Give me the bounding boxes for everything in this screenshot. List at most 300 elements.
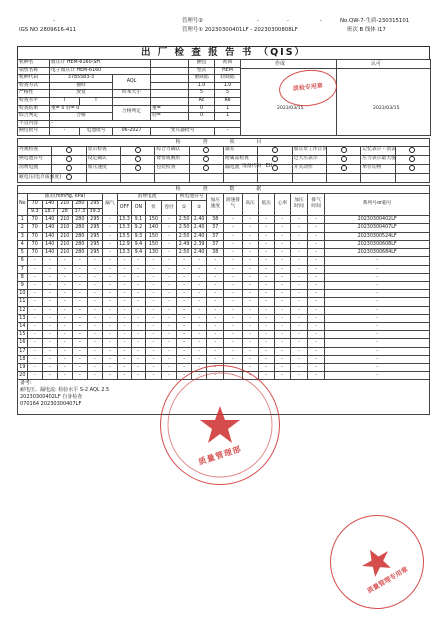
data-cell: 11 — [19, 299, 26, 305]
data-cell: - — [192, 290, 207, 298]
circle-icon — [66, 147, 72, 153]
data-cell: - — [162, 273, 177, 281]
data-cell: - — [42, 339, 57, 347]
data-cell: - — [87, 363, 102, 371]
data-cell: - — [145, 273, 161, 281]
data-cell: - — [192, 372, 207, 380]
data-cell: 70 — [27, 232, 42, 240]
shift-line: 班次 B 线体 I17 — [347, 27, 386, 33]
strict-value: 放宽 — [50, 90, 113, 98]
aql-label: AQL — [113, 75, 151, 90]
check-item-label — [155, 173, 189, 182]
approved-date: 2023/03/15 — [373, 106, 400, 111]
data-cell: - — [308, 265, 325, 273]
data-cell: - — [224, 314, 242, 322]
data-cell: - — [145, 306, 161, 314]
data-cell: - — [258, 314, 274, 322]
data-cell: - — [27, 298, 42, 306]
circle-icon — [341, 165, 347, 171]
data-cell: - — [87, 322, 102, 330]
data-cell: - — [224, 290, 242, 298]
data-title: 检 查 数 据 — [18, 185, 430, 193]
data-cell: - — [145, 257, 161, 265]
table-row — [18, 347, 430, 355]
data-cell: - — [258, 355, 274, 363]
table-row — [18, 306, 430, 314]
data-cell: - — [57, 257, 72, 265]
data-cell: 9.2 — [131, 224, 145, 232]
data-cell: - — [162, 290, 177, 298]
data-cell: - — [102, 273, 117, 281]
data-cell: - — [145, 339, 161, 347]
table-row — [18, 290, 430, 298]
data-cell: - — [57, 339, 72, 347]
data-cell: - — [102, 224, 117, 232]
data-cell: - — [27, 281, 42, 289]
data-cell: - — [27, 314, 42, 322]
data-cell: 295 — [87, 240, 102, 248]
light-eq: 轻= — [151, 113, 189, 121]
data-cell: - — [207, 363, 224, 371]
data-cell: - — [192, 298, 207, 306]
data-cell: - — [242, 224, 258, 232]
data-cell: - — [102, 265, 117, 273]
data-cell: - — [207, 347, 224, 355]
data-cell: - — [290, 363, 307, 371]
data-cell: - — [290, 290, 307, 298]
data-cell: - — [72, 290, 87, 298]
data-cell: - — [102, 372, 117, 380]
data-cell: 2.50 — [177, 216, 192, 224]
check-result-circle — [120, 164, 154, 173]
data-cell: - — [192, 339, 207, 347]
data-cell: 9 — [18, 281, 28, 289]
data-cell: - — [87, 257, 102, 265]
data-cell: - — [308, 290, 325, 298]
approval-box — [241, 60, 431, 136]
data-cell: - — [207, 339, 224, 347]
data-cell: - — [258, 298, 274, 306]
data-cell: 2.40 — [192, 216, 207, 224]
data-cell: 140 — [42, 216, 57, 224]
data-cell: - — [242, 281, 258, 289]
data-cell: 2.40 — [192, 224, 207, 232]
data-cell: - — [177, 290, 192, 298]
data-cell: 295 — [87, 224, 102, 232]
data-cell: - — [224, 363, 242, 371]
data-cell: - — [192, 265, 207, 273]
col-k4: 37.3 — [72, 208, 87, 216]
pass-judge-label: 合格判定 — [113, 105, 151, 120]
data-cell: 9.4 — [131, 249, 145, 257]
check-item-label: 漏电流 — [223, 164, 257, 173]
data-cell: - — [27, 363, 42, 371]
col-k3: 28 — [57, 208, 72, 216]
data-cell: - — [290, 331, 307, 339]
table-row — [18, 216, 430, 224]
serial-cell: - — [325, 298, 430, 306]
data-cell: - — [290, 314, 307, 322]
data-cell: - — [258, 331, 274, 339]
col-current: 消费电流 — [117, 193, 176, 201]
data-cell: - — [242, 355, 258, 363]
data-cell: 17 — [19, 348, 26, 354]
data-cell: - — [87, 306, 102, 314]
circle-icon — [66, 165, 72, 171]
col-k1: 9.3 — [27, 208, 42, 216]
data-cell: 150 — [145, 232, 161, 240]
check-result-circle — [326, 164, 360, 173]
data-cell: - — [224, 232, 242, 240]
data-cell: - — [258, 257, 274, 265]
data-cell: - — [192, 363, 207, 371]
data-cell: - — [224, 331, 242, 339]
inspection-data-table — [17, 185, 430, 380]
circle-icon — [272, 156, 278, 162]
data-cell: - — [274, 322, 290, 330]
data-cell: - — [102, 240, 117, 248]
check-item-label: 单位切换 — [361, 164, 395, 173]
data-cell: - — [131, 281, 145, 289]
col-p2: 140 — [42, 201, 57, 209]
col-pump: 泵 — [145, 201, 161, 216]
data-cell: - — [117, 306, 131, 314]
data-cell: - — [192, 331, 207, 339]
qc-seal-stamp: 质检专用章 — [277, 67, 338, 109]
data-cell: - — [102, 339, 117, 347]
data-cell: - — [57, 355, 72, 363]
data-cell: 13.5 — [119, 233, 130, 239]
check-result-circle — [120, 146, 154, 155]
data-cell: - — [290, 339, 307, 347]
heavy-eq: 重= — [151, 105, 189, 113]
data-cell: - — [42, 265, 57, 273]
circle-icon — [272, 147, 278, 153]
data-cell: - — [290, 240, 307, 248]
data-cell: 140 — [42, 240, 57, 248]
heavy-defect-label: 重缺陷 — [189, 75, 215, 83]
col-on: ON — [131, 201, 145, 216]
data-cell: 37 — [207, 240, 224, 248]
data-cell: 9.1 — [131, 216, 145, 224]
data-cell: - — [131, 314, 145, 322]
data-cell: 14 — [19, 323, 26, 329]
data-cell: - — [87, 355, 102, 363]
data-cell: - — [102, 314, 117, 322]
data-cell: - — [145, 331, 161, 339]
data-cell: - — [102, 281, 117, 289]
data-cell: - — [274, 355, 290, 363]
data-cell: - — [117, 322, 131, 330]
data-cell: - — [177, 363, 192, 371]
data-cell: - — [162, 224, 177, 232]
data-cell: - — [102, 232, 117, 240]
data-cell: - — [242, 290, 258, 298]
data-cell: - — [117, 290, 131, 298]
check-items-row — [18, 164, 430, 173]
data-cell: - — [131, 290, 145, 298]
table-row — [18, 249, 430, 257]
data-cell: - — [308, 273, 325, 281]
data-cell: - — [102, 363, 117, 371]
data-cell: - — [274, 290, 290, 298]
data-cell: - — [57, 314, 72, 322]
check-result-circle — [120, 173, 154, 182]
data-cell: - — [177, 265, 192, 273]
data-cell: - — [308, 355, 325, 363]
data-cell: 2.39 — [192, 240, 207, 248]
data-cell: - — [242, 216, 258, 224]
data-cell: 280 — [72, 216, 87, 224]
col-pressure: 器差(mmHg, kPa) — [27, 193, 102, 201]
light-re: 1 — [215, 113, 241, 121]
data-cell: - — [177, 322, 192, 330]
data-cell: - — [42, 257, 57, 265]
data-cell: 37 — [207, 232, 224, 240]
data-cell: - — [87, 281, 102, 289]
management-no-2-dash-c: - — [320, 18, 322, 24]
data-cell: - — [224, 355, 242, 363]
data-cell: 210 — [57, 224, 72, 232]
data-cell: - — [177, 298, 192, 306]
data-cell: - — [308, 372, 325, 380]
data-cell: 4 — [18, 240, 28, 248]
data-cell: - — [27, 265, 42, 273]
check-result-circle — [258, 173, 292, 182]
serial-cell: 20230300407LF — [325, 224, 430, 232]
data-cell: - — [274, 224, 290, 232]
check-result-circle — [395, 146, 429, 155]
check-item-label: 压力表示最大值 — [361, 155, 395, 164]
data-cell: 8 — [18, 273, 28, 281]
data-cell: 295 — [87, 216, 102, 224]
data-cell: 2.50 — [177, 232, 192, 240]
data-cell: - — [274, 306, 290, 314]
serial-cell: - — [325, 331, 430, 339]
data-cell: 13 — [19, 315, 26, 321]
data-cell: - — [224, 372, 242, 380]
data-cell: 210 — [57, 216, 72, 224]
igs-number: IGS NO 2809616-411 — [19, 27, 77, 33]
package-value: 初回 — [215, 60, 241, 68]
serial-cell: - — [325, 273, 430, 281]
data-cell: - — [162, 363, 177, 371]
data-cell: - — [258, 249, 274, 257]
data-cell: - — [131, 273, 145, 281]
data-cell: - — [258, 232, 274, 240]
check-item-label: 设定确认 — [86, 155, 120, 164]
notes-line-1: 耐电压、漏电流: 检验水平 S-2 AQL 2.5 — [20, 387, 110, 394]
check-result-circle — [189, 173, 223, 182]
check-item-label: 包装检查 — [155, 164, 189, 173]
col-ptime: 加压时间 — [290, 193, 307, 216]
check-items-title: 检 查 项 目 — [18, 138, 430, 146]
data-cell: - — [72, 339, 87, 347]
data-cell: - — [72, 273, 87, 281]
data-cell: - — [42, 322, 57, 330]
light-defect-label: 轻缺陷 — [215, 75, 241, 83]
data-cell: - — [57, 290, 72, 298]
data-cell: - — [72, 355, 87, 363]
table-row — [18, 331, 430, 339]
data-cell: - — [242, 232, 258, 240]
data-cell: - — [207, 322, 224, 330]
data-cell: - — [87, 265, 102, 273]
data-cell: 130 — [145, 249, 161, 257]
data-cell: - — [117, 273, 131, 281]
data-cell: 140 — [42, 232, 57, 240]
data-cell: - — [72, 281, 87, 289]
data-cell: - — [131, 355, 145, 363]
report-page — [17, 18, 430, 415]
data-cell: - — [177, 372, 192, 380]
data-cell: - — [162, 372, 177, 380]
report-header — [17, 18, 430, 46]
data-cell: - — [274, 347, 290, 355]
data-cell: - — [131, 265, 145, 273]
data-cell: - — [42, 290, 57, 298]
serial-cell: - — [325, 257, 430, 265]
data-cell: - — [207, 298, 224, 306]
check-item-label: 加压速度 — [86, 164, 120, 173]
data-cell: - — [162, 306, 177, 314]
data-cell: - — [224, 216, 242, 224]
check-item-label: 换电池符号 — [18, 155, 52, 164]
data-cell: - — [308, 363, 325, 371]
data-cell: - — [27, 355, 42, 363]
data-cell: - — [224, 240, 242, 248]
data-cell: - — [258, 306, 274, 314]
quality-dept-stamp: 质量管理部 — [160, 365, 280, 485]
data-cell: - — [242, 265, 258, 273]
data-cell: 2.49 — [177, 240, 192, 248]
data-cell: 38 — [207, 216, 224, 224]
col-low: 低压 — [258, 193, 274, 216]
table-row — [18, 232, 430, 240]
data-cell: - — [27, 347, 42, 355]
data-cell: - — [117, 331, 131, 339]
data-cell: - — [145, 265, 161, 273]
circle-icon — [409, 156, 415, 162]
data-cell: - — [290, 306, 307, 314]
check-item-label: 显示检查 — [86, 146, 120, 155]
data-cell: - — [145, 372, 161, 380]
data-cell: - — [117, 363, 131, 371]
code-label: 机种代码 — [18, 75, 50, 83]
data-cell: 12.9 — [119, 241, 130, 247]
data-cell: - — [72, 331, 87, 339]
management-no-1: 管理号① 20230300401LF - 20230300808LF — [182, 27, 298, 33]
data-cell: - — [177, 314, 192, 322]
data-cell: 280 — [72, 240, 87, 248]
sale-label: 销售名称 — [18, 67, 50, 75]
data-cell: - — [57, 281, 72, 289]
col-etime: 排气时间 — [308, 193, 325, 216]
data-cell: - — [57, 306, 72, 314]
data-cell: 18 — [19, 356, 26, 362]
data-cell: 37 — [207, 224, 224, 232]
data-cell: - — [117, 347, 131, 355]
data-cell: 12 — [19, 307, 26, 313]
data-cell: - — [224, 306, 242, 314]
serial-cell: 20230300608LF — [325, 240, 430, 248]
data-cell: - — [258, 363, 274, 371]
type-label: 型式 — [189, 67, 215, 75]
data-cell: - — [102, 355, 117, 363]
data-cell: - — [207, 281, 224, 289]
data-cell: - — [258, 290, 274, 298]
data-cell: - — [290, 265, 307, 273]
data-cell: - — [162, 281, 177, 289]
data-cell: - — [308, 306, 325, 314]
data-cell: - — [308, 314, 325, 322]
data-cell: - — [87, 372, 102, 380]
data-cell: 7 — [18, 265, 28, 273]
check-item-label: 耐电压(电介质强度) — [18, 173, 52, 182]
col-k2: 18.7 — [42, 208, 57, 216]
data-cell: - — [308, 281, 325, 289]
data-cell: - — [207, 331, 224, 339]
check-result-circle — [258, 146, 292, 155]
data-cell: - — [290, 355, 307, 363]
bad-content-label: 不良内容 — [18, 120, 50, 128]
data-cell: - — [57, 331, 72, 339]
data-cell: - — [177, 339, 192, 347]
data-cell: 5 — [18, 249, 28, 257]
data-cell: - — [274, 249, 290, 257]
data-cell: - — [274, 314, 290, 322]
check-result-circle — [189, 146, 223, 155]
circle-icon — [203, 156, 209, 162]
serial-cell: - — [325, 290, 430, 298]
data-cell: - — [177, 281, 192, 289]
notes-line-2: 20230300402LF 自身检查 — [20, 394, 83, 401]
data-cell: - — [42, 273, 57, 281]
check-result-circle — [326, 146, 360, 155]
check-result-circle — [189, 164, 223, 173]
data-cell: - — [207, 290, 224, 298]
serial-cell: 20230300524LF — [325, 232, 430, 240]
light-defect-value: 1.0 — [215, 82, 241, 90]
data-cell: 210 — [57, 249, 72, 257]
data-cell: - — [145, 347, 161, 355]
data-cell: - — [192, 347, 207, 355]
data-cell: - — [224, 347, 242, 355]
data-cell: - — [162, 339, 177, 347]
data-cell: - — [207, 306, 224, 314]
battery-lot-value: 06-2027 — [113, 128, 151, 136]
result-value: 重= 0 轻= 0 — [50, 105, 113, 113]
model-value: 血压计 HEM-6160-SH — [50, 60, 151, 68]
judge-label: 综合判定 — [18, 113, 50, 121]
data-cell: 280 — [72, 232, 87, 240]
serial-cell: - — [325, 347, 430, 355]
data-cell: - — [117, 281, 131, 289]
code-value: 3785583-3 — [50, 75, 113, 83]
data-cell: - — [57, 273, 72, 281]
device-code-label: 设备代码 — [242, 164, 262, 169]
serial-cell: 20230300402LF — [325, 216, 430, 224]
data-cell: - — [57, 265, 72, 273]
check-item-label — [292, 173, 326, 182]
data-cell: - — [308, 257, 325, 265]
data-cell: - — [57, 347, 72, 355]
data-cell: - — [131, 257, 145, 265]
data-cell: - — [207, 314, 224, 322]
circle-icon — [66, 156, 72, 162]
table-row — [18, 273, 430, 281]
notes-line-3: 070164 20230300407LF — [20, 401, 82, 408]
